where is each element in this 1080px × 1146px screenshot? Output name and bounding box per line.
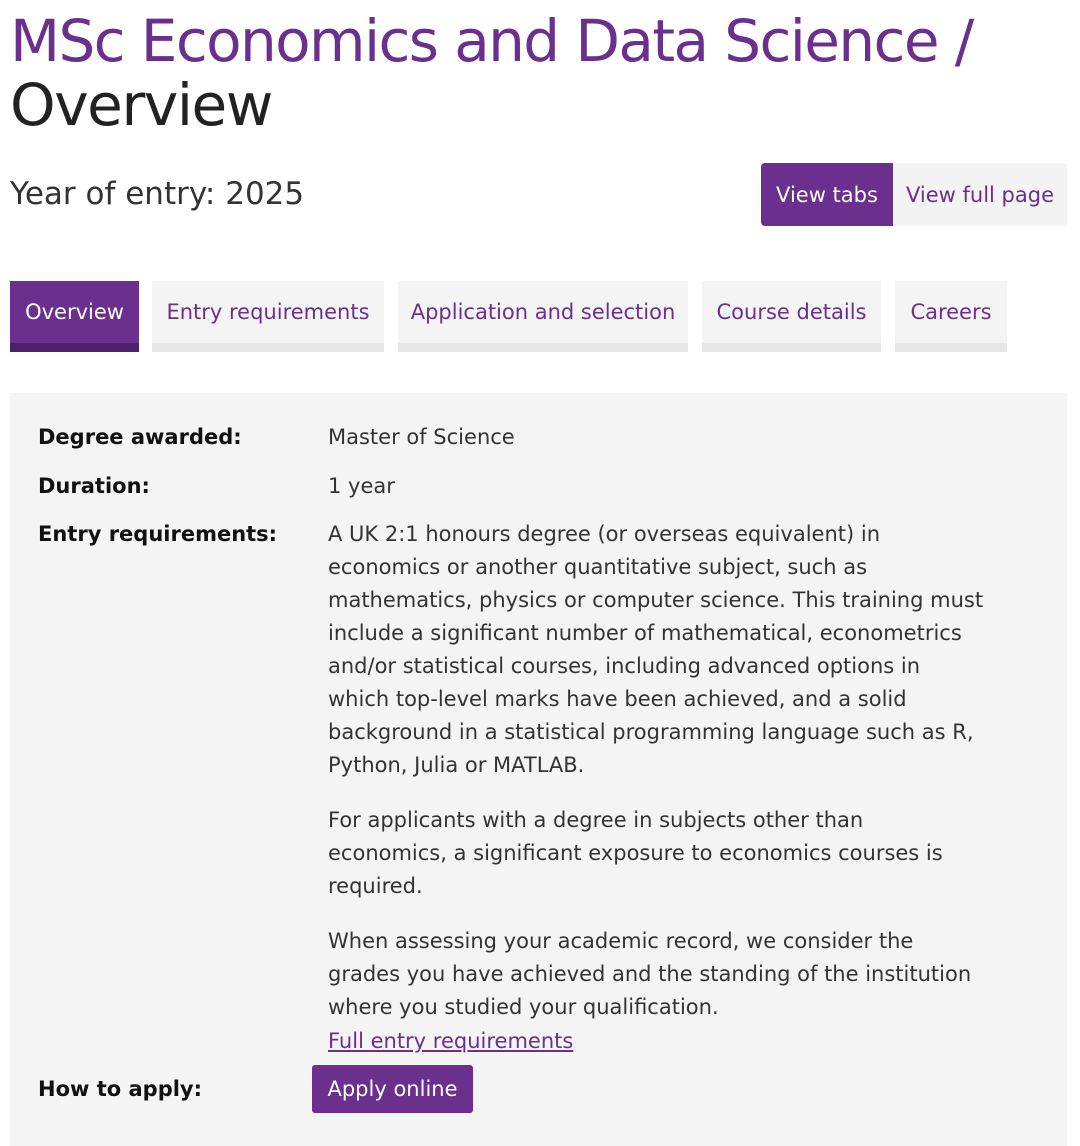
tab-careers[interactable]: Careers [895,281,1007,352]
text-line: When assessing your academic record, we consider the [328,929,914,953]
view-tabs-button[interactable]: View tabs [761,163,893,226]
non-economics-applicants-paragraph [328,804,968,903]
full-entry-requirements-link[interactable]: Full entry requirements [328,1029,574,1053]
text-line: required. [328,874,423,898]
page-title: MSc Economics and Data Science / [10,7,973,75]
entry-requirements-paragraph [328,518,984,782]
duration-value: 1 year [328,474,395,498]
year-of-entry: Year of entry: 2025 [10,176,305,212]
duration-label: Duration: [38,474,150,498]
tab-course-details[interactable]: Course details [702,281,881,352]
text-line: Python, Julia or MATLAB. [328,753,585,777]
academic-record-paragraph [328,925,972,1024]
tab-entry-requirements[interactable]: Entry requirements [152,281,384,352]
view-full-page-button[interactable]: View full page [905,182,1054,207]
text-line: which top-level marks have been achieved, and a solid [328,687,907,711]
text-line: economics, a significant exposure to economics courses is [328,841,943,865]
entry-requirements-label: Entry requirements: [38,522,278,546]
how-to-apply-label: How to apply: [38,1077,203,1101]
degree-awarded-label: Degree awarded: [38,425,242,449]
degree-awarded-value: Master of Science [328,425,515,449]
text-line: A UK 2:1 honours degree (or overseas equivalent) in [328,522,880,546]
tab-overview[interactable]: Overview [10,281,139,352]
text-line: where you studied your qualification. [328,995,719,1019]
apply-online-button[interactable]: Apply online [312,1065,473,1113]
text-line: For applicants with a degree in subjects other than [328,808,864,832]
view-mode-toggle [761,163,1067,226]
page-subtitle: Overview [10,71,272,139]
text-line: mathematics, physics or computer science. This training must [328,588,984,612]
course-overview-panel [10,393,1067,1146]
text-line: include a significant number of mathematical, econometrics [328,621,962,645]
tab-application-and-selection[interactable]: Application and selection [398,281,688,352]
text-line: grades you have achieved and the standing of the institution [328,962,972,986]
text-line: and/or statistical courses, including advanced options in [328,654,921,678]
text-line: economics or another quantitative subject, such as [328,555,868,579]
text-line: background in a statistical programming language such as R, [328,720,974,744]
